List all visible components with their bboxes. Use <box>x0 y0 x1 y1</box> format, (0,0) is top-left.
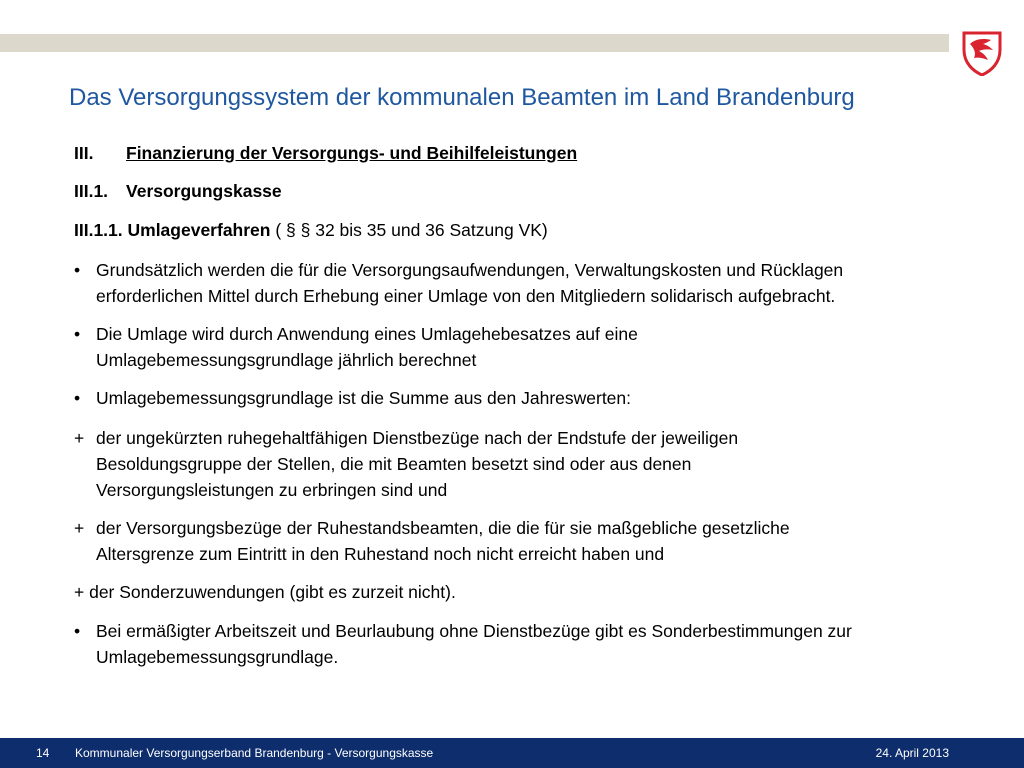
subsection-heading-text: Versorgungskasse <box>126 181 282 201</box>
list-item-line: Besoldungsgruppe der Stellen, die mit Beamten besetzt sind oder aus denen <box>96 454 692 474</box>
subsection-heading <box>74 178 282 204</box>
eagle-shield-logo-icon <box>961 30 1003 76</box>
page-title: Das Versorgungssystem der kommunalen Beamten im Land Brandenburg <box>69 84 855 111</box>
list-item-line: Bei ermäßigter Arbeitszeit und Beurlaubung ohne Dienstbezüge gibt es Sonderbestimmungen zur <box>96 621 852 641</box>
top-decorative-bar <box>0 34 949 52</box>
list-item-line: erforderlichen Mittel durch Erhebung einer Umlage von den Mitgliedern solidarisch aufgebracht. <box>96 286 836 306</box>
footer-organization: Kommunaler Versorgungserband Brandenburg - Versorgungskasse <box>75 746 434 760</box>
footer-date: 24. April 2013 <box>875 746 949 760</box>
plus-marker: + <box>74 428 85 448</box>
bullet-marker: • <box>74 621 81 641</box>
list-item-line: Versorgungsleistungen zu erbringen sind und <box>96 480 448 500</box>
bullet-marker: • <box>74 260 81 280</box>
footer-bar <box>0 738 1024 768</box>
list-item-line: Umlagebemessungsgrundlage. <box>96 647 339 667</box>
subsubsection-title: III.1.1. Umlageverfahren <box>74 220 271 240</box>
bullet-marker: • <box>74 388 81 408</box>
bullet-marker: • <box>74 324 81 344</box>
list-item-line: Altersgrenze zum Eintritt in den Ruhestand noch nicht erreicht haben und <box>96 544 665 564</box>
plus-marker: + <box>74 518 85 538</box>
section-heading-text: Finanzierung der Versorgungs- und Beihilfeleistungen <box>126 143 578 163</box>
subsubsection-reference: ( § § 32 bis 35 und 36 Satzung VK) <box>270 220 548 240</box>
list-item-line: Die Umlage wird durch Anwendung eines Umlagehebesatzes auf eine <box>96 324 638 344</box>
section-heading <box>74 140 577 166</box>
subsubsection-heading <box>74 217 548 243</box>
list-item-line: der Versorgungsbezüge der Ruhestandsbeamten, die die für sie maßgebliche gesetzliche <box>96 518 790 538</box>
page-number: 14 <box>36 746 50 760</box>
section-number: III. <box>74 143 94 163</box>
list-item-line: der ungekürzten ruhegehaltfähigen Dienstbezüge nach der Endstufe der jeweiligen <box>96 428 739 448</box>
plain-list-line: + der Sonderzuwendungen (gibt es zurzeit nicht). <box>74 582 456 602</box>
subsection-number: III.1. <box>74 181 109 201</box>
list-item-line: Umlagebemessungsgrundlage ist die Summe aus den Jahreswerten: <box>96 388 632 408</box>
list-item-line: Umlagebemessungsgrundlage jährlich berechnet <box>96 350 477 370</box>
list-item-line: Grundsätzlich werden die für die Versorgungsaufwendungen, Verwaltungskosten und Rücklagen <box>96 260 844 280</box>
